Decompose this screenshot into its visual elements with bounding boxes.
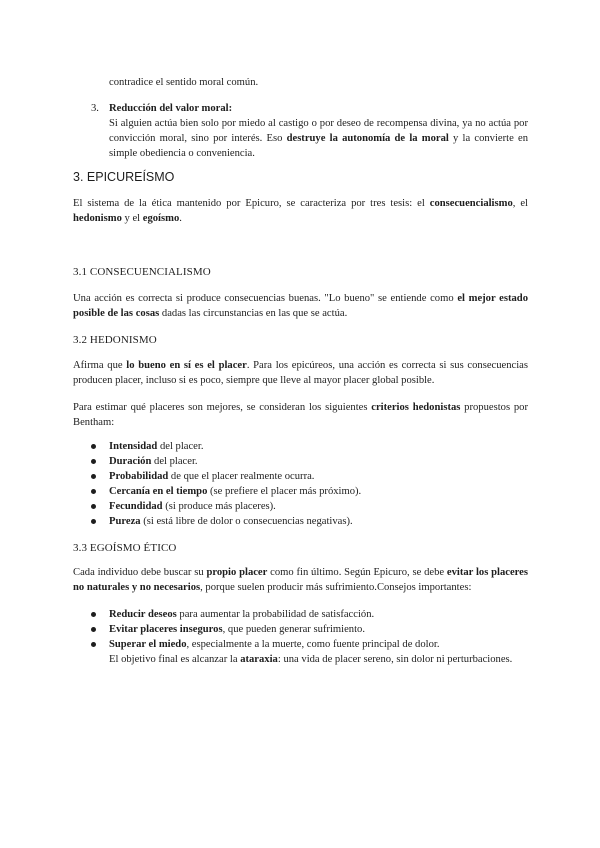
advice-text: , que pueden generar sufrimiento.	[222, 624, 365, 635]
item-text-part: Si alguien actúa bien solo por miedo al castigo o por deseo de recompensa divina, ya no actúa por convicción moral, sino por interés. Eso	[109, 118, 528, 144]
item-text-part: y la convierte en simple obediencia o conveniencia.	[109, 133, 528, 159]
advice-name: Reducir deseos	[109, 609, 177, 620]
criterion-text: (si está libre de dolor o consecuencias negativas).	[140, 516, 353, 527]
text-part: . Para los epicúreos, una acción es correcta si sus consecuencias producen placer, incluso si es poco, siempre que lleve al mayor placer global posible.	[73, 360, 528, 386]
bullet-icon	[91, 612, 96, 617]
criterion-text: del placer.	[157, 441, 204, 452]
bold-phrase: propio placer	[206, 567, 268, 578]
advice-list	[91, 607, 528, 652]
advice-text: para aumentar la probabilidad de satisfacción.	[176, 609, 375, 620]
text-part: Afirma que	[73, 360, 127, 371]
criterion-name: Cercanía en el tiempo	[109, 486, 208, 497]
bullet-icon	[91, 489, 96, 494]
bold-phrase: criterios hedonistas	[371, 402, 461, 413]
bullet-icon	[91, 642, 96, 647]
bullet-icon	[91, 459, 96, 464]
text-part: El sistema de la ética mantenido por Epicuro, se caracteriza por tres tesis: el	[73, 198, 430, 209]
subsection-heading-3-2: 3.2 HEDONISMO	[73, 334, 157, 346]
subsection-heading-3-1: 3.1 CONSECUENCIALISMO	[73, 266, 211, 278]
subsection-heading-3-3: 3.3 EGOÍSMO ÉTICO	[73, 542, 177, 554]
text-part: , porque suelen producir más sufrimiento.Consejos importantes:	[200, 582, 472, 593]
list-item	[91, 514, 528, 529]
criterion-text: (si produce más placeres).	[162, 501, 276, 512]
item-number: 3.	[91, 103, 99, 114]
list-item	[91, 439, 528, 454]
list-item	[91, 637, 528, 652]
text-part: , el	[512, 198, 528, 209]
consecuencialismo-paragraph	[73, 291, 528, 321]
section-intro-paragraph	[73, 196, 528, 226]
hedonismo-paragraph-2	[73, 400, 528, 430]
text-part: y el	[121, 213, 143, 224]
bold-term: hedonismo	[73, 213, 122, 224]
advice-text: , especialmente a la muerte, como fuente principal de dolor.	[186, 639, 440, 650]
bold-term: egoísmo	[142, 213, 180, 224]
text-part: El objetivo final es alcanzar la	[109, 654, 241, 665]
bold-phrase: lo bueno en sí es el placer	[126, 360, 247, 371]
item-title: Reducción del valor moral	[109, 103, 229, 114]
item-bold-phrase: destruye la autonomía de la moral	[286, 133, 449, 144]
final-objective-line	[109, 652, 528, 667]
bullet-icon	[91, 474, 96, 479]
egoismo-paragraph	[73, 565, 528, 595]
list-item	[91, 484, 528, 499]
text-part: Para estimar qué placeres son mejores, se consideran los siguientes	[73, 402, 372, 413]
advice-name: Evitar placeres inseguros	[109, 624, 223, 635]
text-part: dadas las circunstancias en las que se actúa.	[159, 308, 348, 319]
criterion-text: (se prefiere el placer más próximo).	[207, 486, 362, 497]
criterion-name: Duración	[109, 456, 152, 467]
section-heading-epicureismo: 3. EPICUREÍSMO	[73, 170, 175, 184]
numbered-item-3	[91, 101, 528, 161]
continuation-text: contradice el sentido moral común.	[109, 77, 259, 88]
text-part: .	[179, 213, 182, 224]
list-item	[91, 469, 528, 484]
text-part: como fin último. Según Epicuro, se debe	[267, 567, 447, 578]
criterion-text: del placer.	[151, 456, 198, 467]
criterion-name: Intensidad	[109, 441, 158, 452]
criterion-name: Pureza	[109, 516, 141, 527]
advice-name: Superar el miedo	[109, 639, 187, 650]
bullet-icon	[91, 444, 96, 449]
bold-term: ataraxia	[240, 654, 278, 665]
item-text	[109, 116, 528, 161]
criterion-text: de que el placer realmente ocurra.	[168, 471, 315, 482]
bold-phrase: evitar los placeres no naturales y no necesarios	[73, 567, 529, 593]
list-item	[91, 499, 528, 514]
criterion-name: Fecundidad	[109, 501, 163, 512]
bullet-icon	[91, 519, 96, 524]
criterion-name: Probabilidad	[109, 471, 169, 482]
bullet-icon	[91, 504, 96, 509]
text-part: propuestos por Bentham:	[73, 402, 528, 428]
bold-phrase: el mejor estado posible de las cosas	[73, 293, 528, 319]
list-item	[91, 622, 528, 637]
text-part: Una acción es correcta si produce consecuencias buenas. "Lo bueno" se entiende como	[73, 293, 458, 304]
hedonist-criteria-list	[91, 439, 528, 529]
list-item	[91, 454, 528, 469]
bullet-icon	[91, 627, 96, 632]
hedonismo-paragraph-1	[73, 358, 528, 388]
item-body	[109, 101, 528, 161]
text-part: : una vida de placer sereno, sin dolor ni perturbaciones.	[277, 654, 513, 665]
text-part: Cada individuo debe buscar su	[73, 567, 207, 578]
bold-term: consecuencialismo	[429, 198, 513, 209]
item-title-colon: :	[228, 103, 233, 114]
list-item	[91, 607, 528, 622]
